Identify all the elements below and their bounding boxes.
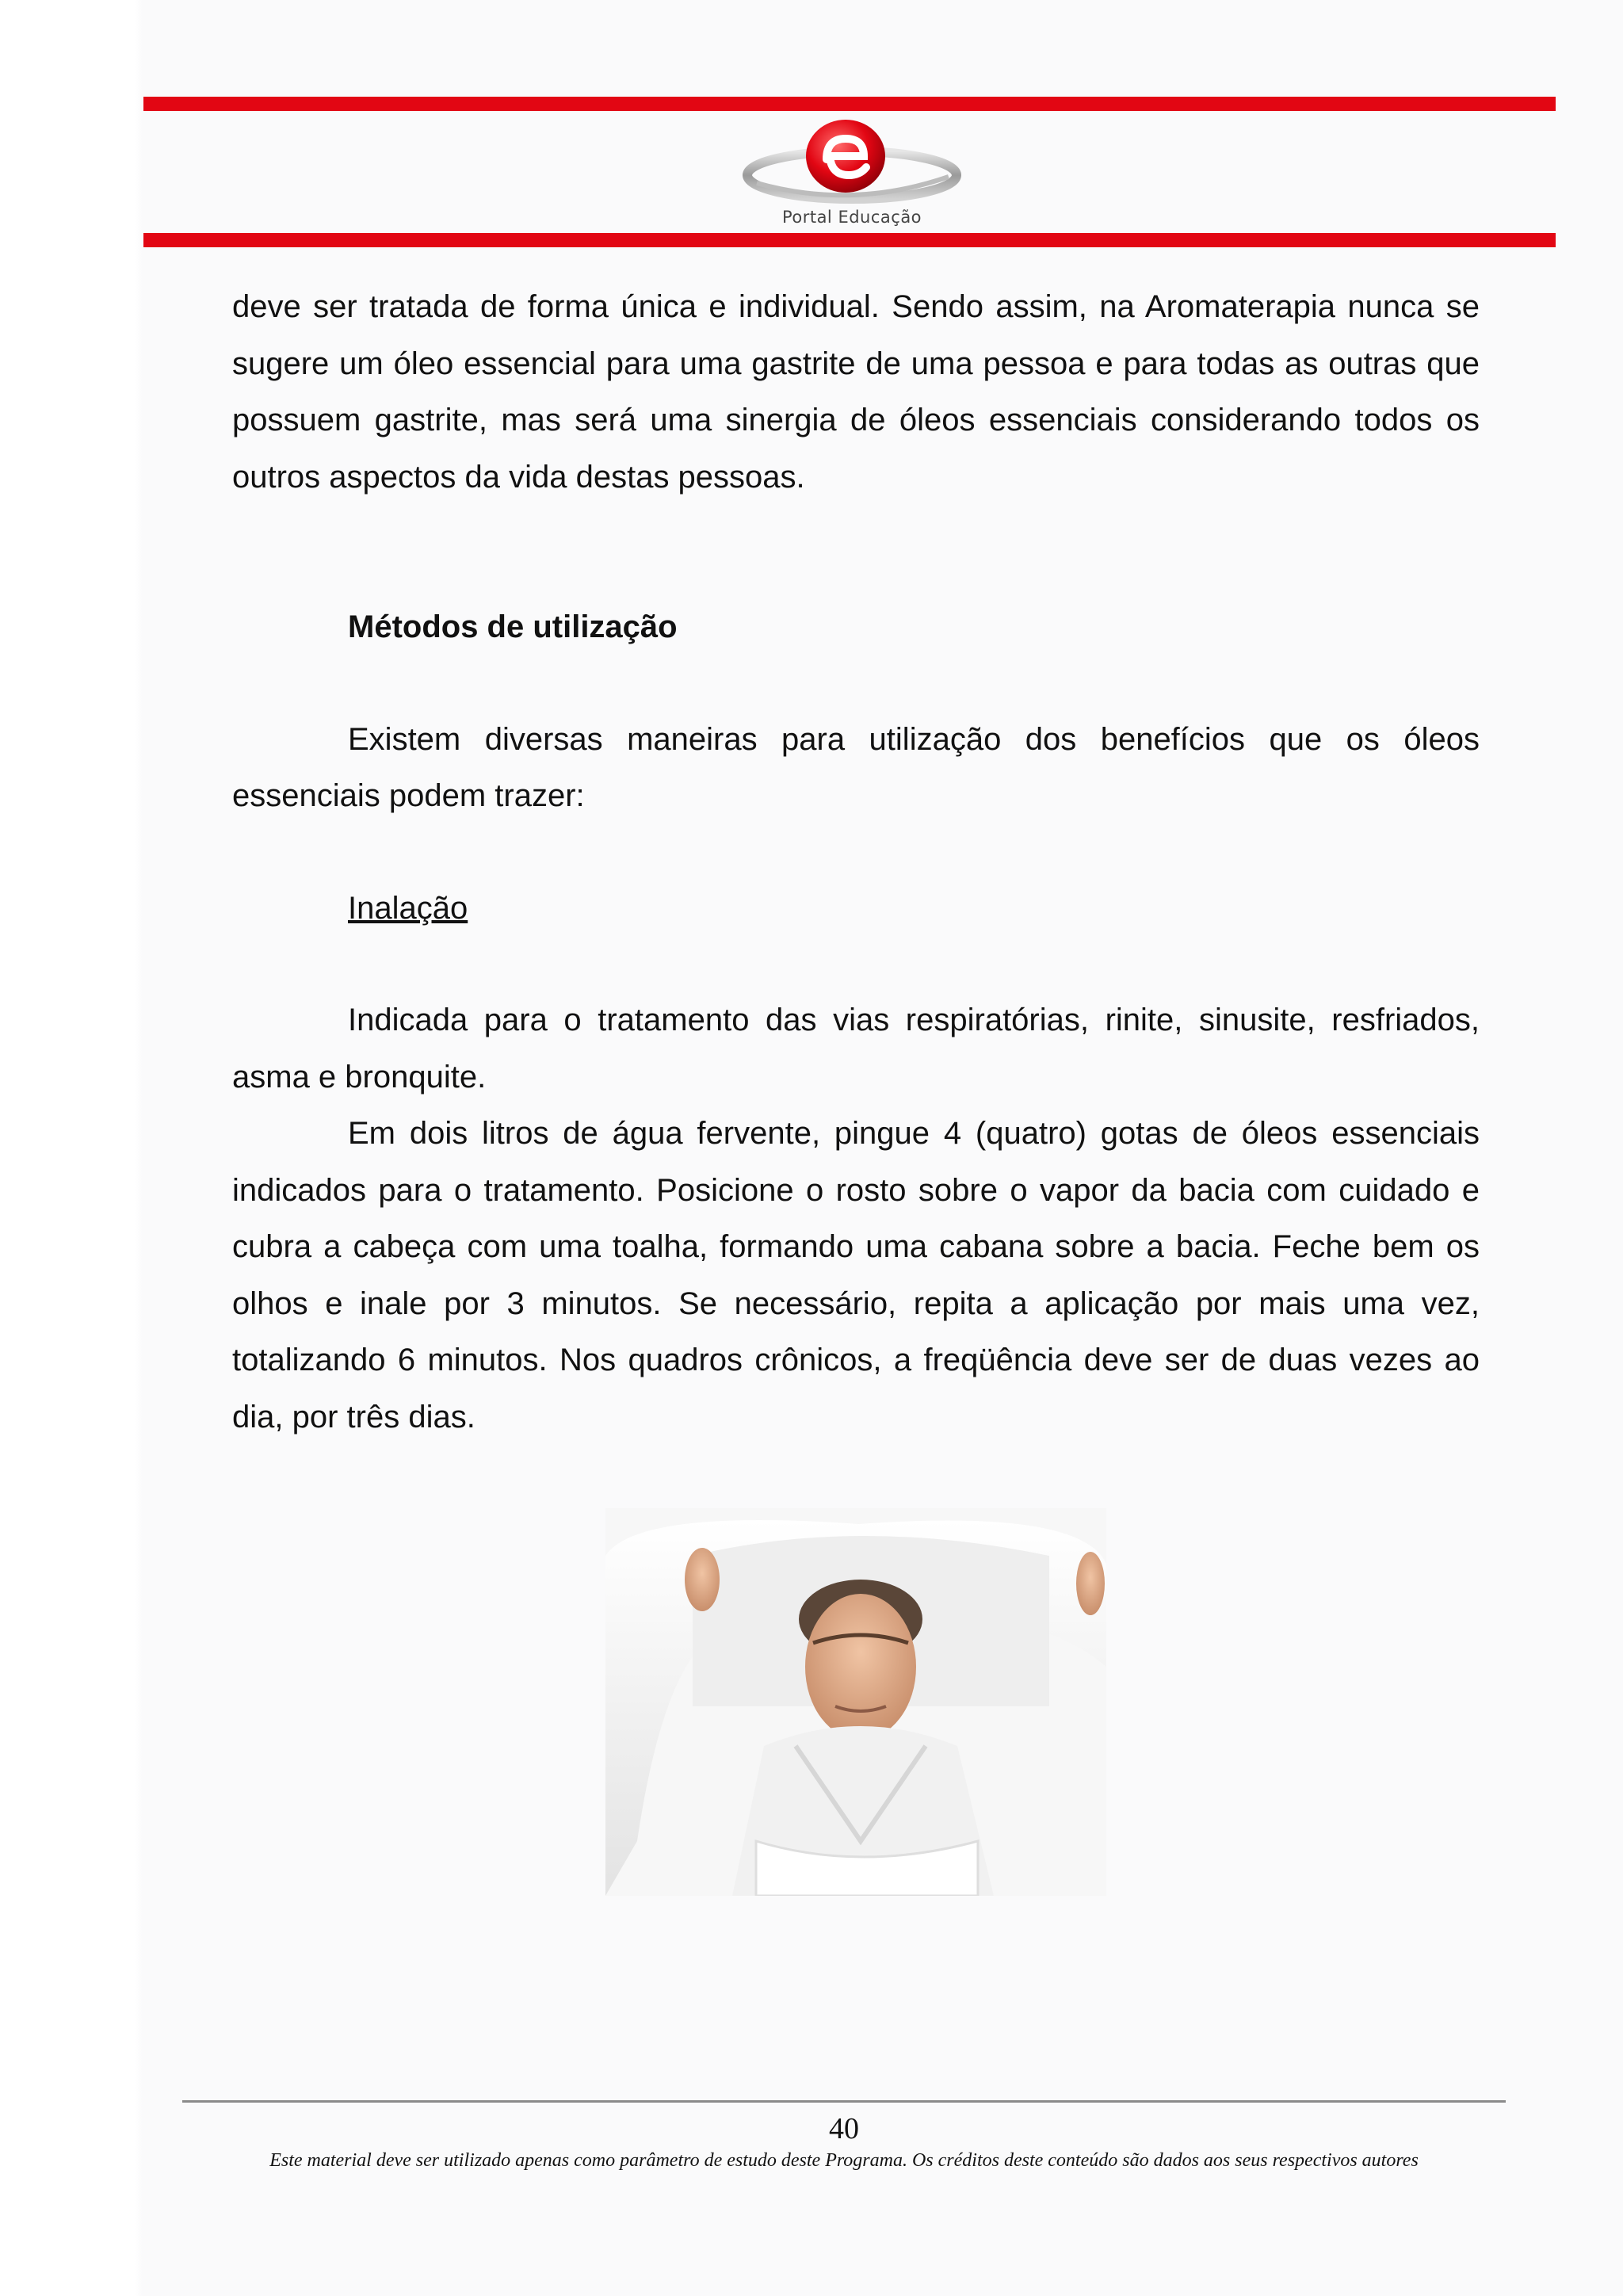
- paragraph-methods: Existem diversas maneiras para utilização dos benefícios que os óleos essenciais podem trazer:: [232, 721, 1480, 813]
- header-bottom-bar: [143, 233, 1556, 247]
- section-heading: Métodos de utilização: [348, 609, 678, 644]
- footer-divider: [182, 2100, 1506, 2103]
- page-number: 40: [829, 2112, 859, 2145]
- subsection-heading: Inalação: [348, 890, 468, 926]
- header-top-bar: [143, 97, 1556, 111]
- paragraph-indication: Indicada para o tratamento das vias respiratórias, rinite, sinusite, resfriados, asma e bronquite.: [232, 1003, 1480, 1095]
- steam-inhalation-photo: [605, 1508, 1106, 1896]
- document-body: [232, 279, 1480, 1446]
- logo-text: Portal Educação: [781, 208, 922, 227]
- footer-note: Este material deve ser utilizado apenas como parâmetro de estudo deste Programa. Os créditos deste conteúdo são dados aos seus respectivos autores: [269, 2150, 1419, 2171]
- paragraph-instructions: Em dois litros de água fervente, pingue 4 (quatro) gotas de óleos essenciais indicados para o tratamento. Posicione o rosto sobre o vapor da bacia com cuidado e cubra a cabeça com uma toalha, formando uma cabana sobre a bacia. Feche bem os olhos e inale por 3 minutos. Se necessário, repita a aplicação por mais uma vez, totalizando 6 minutos. Nos quadros crônicos, a freqüência deve ser de duas vezes ao dia, por três dias.: [232, 1116, 1480, 1435]
- paragraph-intro: deve ser tratada de forma única e individual. Sendo assim, na Aromaterapia nunca se sugere um óleo essencial para uma gastrite de uma pessoa e para todas as outras que possuem gastrite, mas será uma sinergia de óleos essenciais considerando todos os outros aspectos da vida destas pessoas.: [232, 289, 1480, 495]
